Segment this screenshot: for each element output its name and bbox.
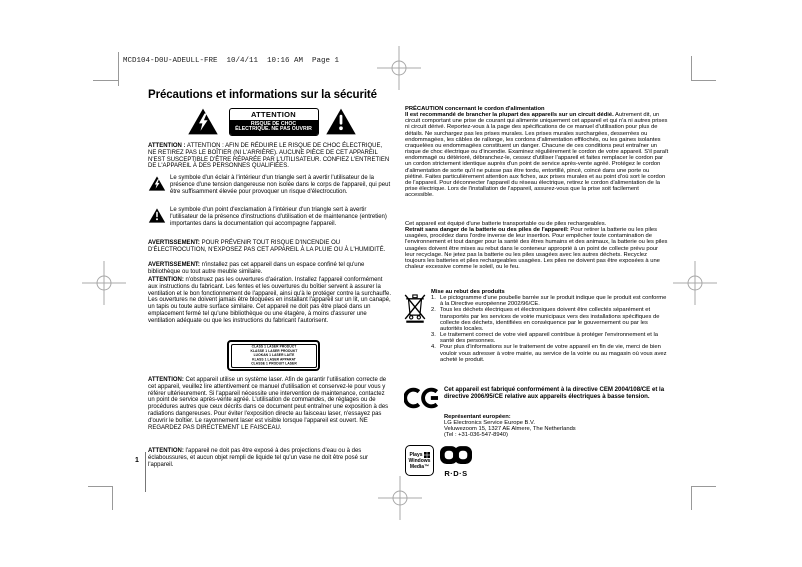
warning-confined-label: AVERTISSEMENT: [148, 262, 200, 268]
power-cord-bold-lead: Il est recommandé de brancher la plupart des appareils sur un circuit dédié. [405, 112, 614, 119]
attention-laser-label: ATTENTION: [148, 377, 184, 383]
warning-rain-label: AVERTISSEMENT: [148, 240, 200, 246]
attention-laser-text: Cet appareil utilise un système laser. Afin de garantir l'utilisation correcte de cet appareil, veuillez lire attentivement ce manuel d'utilisation et conservez-le pour vous y référer ultérieurement. Si l'appareil nécessite une intervention de maintenance, contactez un point de service après-vente agréé. L'utilisation de commandes, de réglages ou de procédures autres que ceux décrits dans ce document peut entraîner une exposition à des radiations dangereuses. Pour éviter l'exposition directe au faisceau laser, n'essayez pas d'ouvrir le boîtier. Le rayonnement laser est visible lorsque l'appareil est ouvert. NE REGARDEZ PAS DIRECTEMENT LE FAISCEAU. [148, 377, 389, 431]
lightning-triangle-small-icon [148, 176, 166, 191]
european-representative-block [444, 414, 669, 439]
battery-bold-label: Retrait sans danger de la batterie ou des piles de l'appareil: [405, 227, 569, 234]
representative-line: LG Electronics Service Europe B.V. [444, 420, 535, 427]
windows-media-line1: Plays [409, 451, 423, 458]
disposal-item: 4. Pour plus d'informations sur le traitement de votre appareil en fin de vie, merci de bien vouloir vous adresser à votre mairie, au service de la voirie ou au magasin où vous avez acheté le produit. [431, 344, 667, 363]
attention-water-label: ATTENTION: [148, 448, 184, 454]
warning-box-risk-text: RISQUE DE CHOC ÉLECTRIQUE. NE PAS OUVRIR [230, 120, 318, 135]
attention-intro-paragraph [148, 143, 391, 170]
ce-mark-icon [404, 387, 441, 409]
battery-body: Pour retirer la batterie ou les piles usagées, procédez dans l'ordre inverse de leur insertion. Pour empêcher toute contamination de l'environnement et tout danger pour la santé des êtres humains et des animaux, la batterie ou les piles usagées doivent être mises au rebut dans le conteneur approprié à un point de collecte prévu pour leur recyclage. Ne jetez pas la batterie ou les piles usagées avec les autres déchets. Recyclez toujours les batteries et piles rechargeables usagées. Les piles ne doivent pas être exposées à une chaleur excessive comme le soleil, ou le feu. [405, 227, 668, 271]
page-number: 1 [135, 457, 139, 464]
warning-confined-text: n'installez pas cet appareil dans un espace confiné tel qu'une bibliothèque ou tout autre meuble similaire. [148, 262, 365, 275]
representative-line: Veluwezoom 15, 1327 AE Almere, The Netherlands [444, 426, 576, 433]
footer-rule [145, 452, 146, 492]
power-cord-heading: PRÉCAUTION concernant le cordon d'alimentation [405, 106, 545, 112]
attention-ventilation-paragraph [148, 277, 391, 325]
warning-confined-paragraph [148, 262, 391, 276]
crop-mark-top-right-h [691, 80, 716, 81]
crop-mark-bottom-left-v [112, 486, 113, 510]
power-cord-body: Autrement dit, un circuit comportant une prise de courant qui alimente uniquement cet appareil et qui n'a ni autres prises ni circuit dérivé. Reportez-vous à la page des spécifications de ce manuel d'utilisation pour plus de détails. Ne surchargez pas les prises murales. Les prises murales surchargées, desserrées ou endommagées, les câbles de rallonge, les cordons d'alimentation effilochés, ou les gaines isolantes craquelées ou endommagées constituent un danger. Chacune de ces conditions peut entraîner un risque de choc électrique ou d'incendie. Examinez régulièrement le cordon de votre appareil. S'il paraît endommagé ou détérioré, débranchez-le, cessez d'utiliser l'appareil et faites remplacer le cordon par un cordon strictement identique auprès d'un point de service après-vente agréé. Protégez le cordon d'alimentation de sorte qu'il ne puisse pas être tordu, entortillé, pincé, coincé dans une porte ou piétiné. Faites particulièrement attention aux fiches, aux prises murales et au point d'où sort le cordon de l'appareil. Pour déconnecter l'appareil du réseau électrique, retirez le cordon d'alimentation de la prise électrique. Lors de l'installation de l'appareil, assurez-vous que la prise soit facilement accessible. [405, 112, 669, 199]
representative-heading: Représentant européen: [444, 414, 511, 420]
crop-mark-top-left-v [118, 52, 119, 86]
warning-box-heading: ATTENTION [250, 110, 297, 119]
disposal-item: 2. Tous les déchets électriques et électroniques doivent être collectés séparément et transportés par les services de voirie municipaux vers des installations spécifiques de collecte des déchets, identifiées en conséquence par le gouvernement ou par les autorités locales. [431, 307, 660, 332]
lightning-triangle-icon [183, 108, 223, 135]
laser-class-label [227, 340, 320, 371]
registration-mark-right-icon [673, 261, 717, 305]
disposal-item: 3. Le traitement correct de votre vieil appareil contribue à protéger l'environnement et la santé des personnes. [431, 332, 658, 345]
registration-mark-bottom-icon [378, 476, 422, 520]
registration-mark-left-icon [82, 261, 126, 305]
windows-media-logo [405, 445, 434, 476]
warning-rain-text: POUR PRÉVENIR TOUT RISQUE D'INCENDIE OU D'ÉLECTROCUTION, N'EXPOSEZ PAS CET APPAREIL À LA PLUIE OU À L'HUMIDITÉ. [148, 240, 386, 253]
crop-mark-top-left-h [93, 80, 118, 81]
crop-mark-bottom-right-v [691, 486, 692, 510]
rds-logo [440, 446, 472, 478]
laser-class-label-text: CLASS 1 LASER PRODUCT KLASSE 1 LASER PRODUKT LUOKAN 1 LASER LAITE KLASS 1 LASER APPARAT CLASSE 1 PRODUIT LASER [250, 344, 297, 366]
ce-compliance-text: Cet appareil est fabriqué conformément à la directive CEM 2004/108/CE et la directive 2006/95/CE relative aux appareils électriques à basse tension. [444, 386, 665, 400]
rds-symbol-icon [440, 446, 472, 465]
attention-laser-paragraph [148, 377, 391, 431]
windows-media-line2: Windows [408, 457, 431, 464]
crop-mark-bottom-left-h [88, 486, 112, 487]
battery-intro: Cet appareil est équipé d'une batterie transportable ou de piles rechargeables. [405, 221, 607, 227]
disposal-heading: Mise au rebut des produits [431, 289, 505, 295]
crop-mark-bottom-right-h [691, 486, 716, 487]
power-cord-section [405, 106, 669, 198]
battery-section [405, 221, 669, 270]
registration-mark-top-icon [377, 46, 421, 90]
attention-ventilation-text: n'obstruez pas les ouvertures d'aération. Installez l'appareil conformément aux instructions du fabricant. Les fentes et les ouvertures du boîtier servent à assurer la ventilation et le bon fonctionnement de l'appareil, ainsi qu'à le protéger contre la surchauffe. Les ouvertures ne doivent jamais être bloquées en installant l'appareil sur un lit, un canapé, un tapis ou toute autre surface similaire. Cet appareil ne doit pas être placé dans un emplacement fermé tel qu'une bibliothèque ou une étagère, à moins d'assurer une ventilation adéquate ou que les instructions du fabricant l'autorisent. [148, 277, 392, 324]
page-title: Précautions et informations sur la sécurité [148, 89, 377, 101]
disposal-section [431, 289, 668, 363]
shock-warning-graphic [148, 108, 391, 136]
exclamation-triangle-icon [325, 108, 357, 135]
attention-water-text: l'appareil ne doit pas être exposé à des projections d'eau ou à des éclaboussures, et aucun objet rempli de liquide tel qu'un vase ne doit être posé sur l'appareil. [148, 448, 368, 468]
attention-water-paragraph [148, 448, 391, 468]
exclamation-note-text: Le symbole d'un point d'exclamation à l'intérieur d'un triangle sert à avertir l'utilisateur de la présence d'instructions d'utilisation et de maintenance (entretien) importantes dans la documentation qui accompagne l'appareil. [170, 207, 387, 227]
rds-label: R·D·S [444, 469, 468, 478]
warning-rain-paragraph [148, 240, 391, 254]
attention-intro-label: ATTENTION : [148, 143, 186, 149]
weee-crossed-bin-icon [403, 292, 427, 323]
lightning-symbol-note [148, 175, 391, 195]
disposal-item: 1. Le pictogramme d'une poubelle barrée sur le produit indique que le produit est conforme à la Directive européenne 2002/96/CE. [431, 295, 667, 308]
exclamation-triangle-small-icon [148, 208, 166, 223]
attention-warning-box [229, 108, 319, 136]
exclamation-symbol-note [148, 207, 391, 227]
print-slug: MCD104-D0U-ADEULL-FRE 10/4/11 10:16 AM Page 1 [123, 57, 340, 65]
attention-ventilation-label: ATTENTION: [148, 277, 184, 283]
lightning-note-text: Le symbole d'un éclair à l'intérieur d'un triangle sert à avertir l'utilisateur de la présence d'une tension dangereuse non isolée dans le corps de l'appareil, qui peut être suffisamment élevée pour provoquer un risque d'électrocution. [170, 175, 391, 195]
crop-mark-top-right-v [691, 56, 692, 81]
attention-intro-text: ATTENTION : AFIN DE RÉDUIRE LE RISQUE DE CHOC ÉLECTRIQUE, NE RETIREZ PAS LE BOÎTIER (NI L'ARRIÈRE). AUCUNE PIÈCE DE CET APPAREIL N'EST SUSCEPTIBLE D'ÊTRE RÉPARÉE PAR L'UTILISATEUR. CONFIEZ L'ENTRETIEN DE L'APPAREIL À DES PERSONNES QUALIFIÉES. [148, 143, 390, 170]
representative-line: (Tel : +31-036-547-8940) [444, 432, 508, 439]
windows-media-line3: Media™ [409, 463, 430, 470]
